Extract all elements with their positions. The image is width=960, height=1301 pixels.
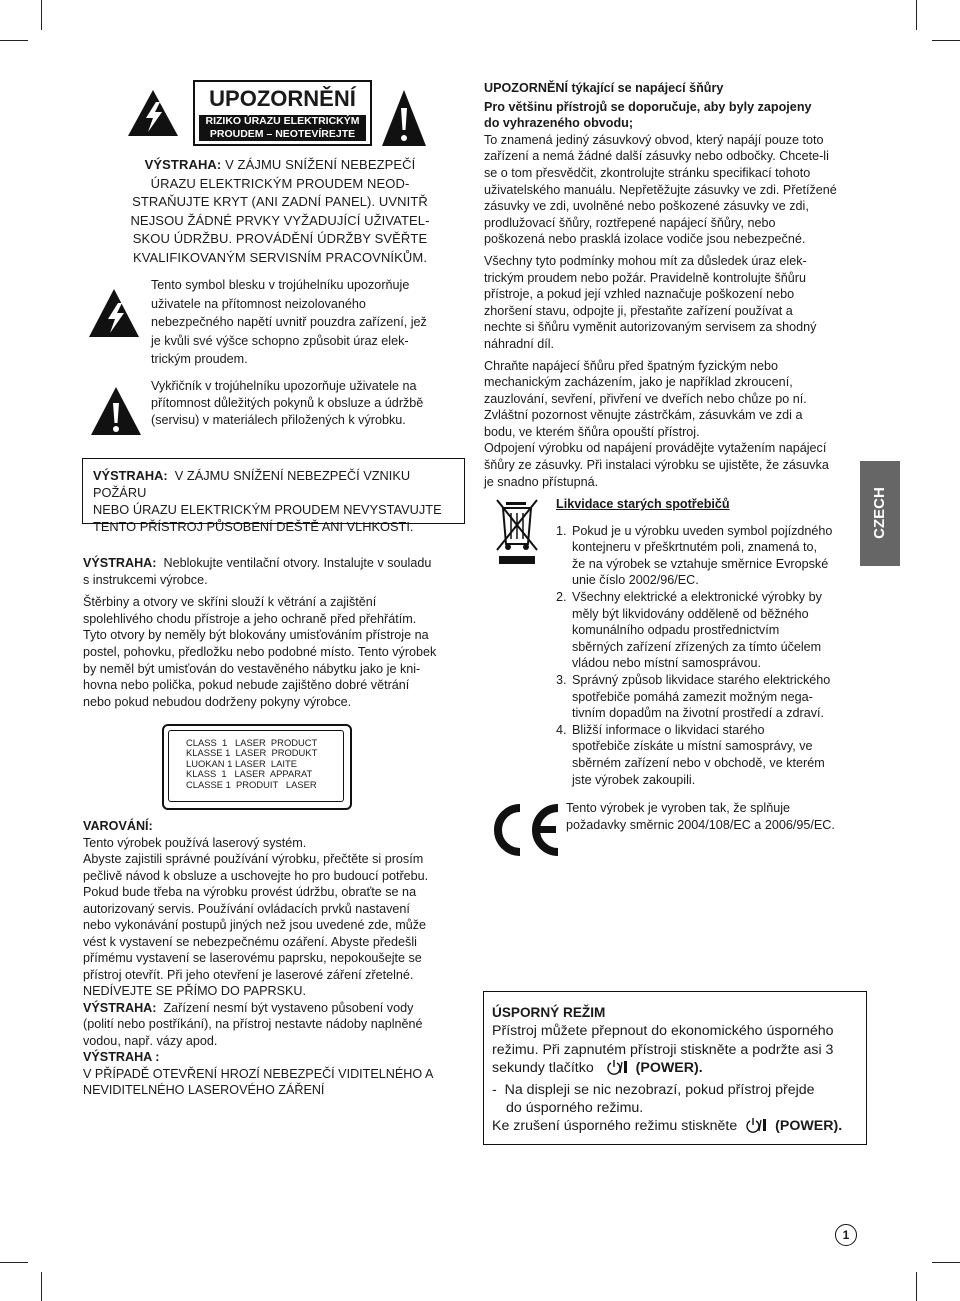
laser-label-line: CLASS 1 LASER PRODUCT bbox=[186, 737, 318, 748]
power-cord-line: trickým proudem nebo požár. Pravidelně kontrolujte šňůru bbox=[484, 270, 807, 285]
disposal-item-line: Pokud je u výrobku uveden symbol pojízdného bbox=[572, 523, 833, 538]
crossed-bin-icon bbox=[494, 496, 540, 566]
ce-line: Tento výrobek je vyroben tak, že splňuje bbox=[566, 801, 791, 815]
shock-warning-line: NEJSOU ŽÁDNÉ PRVKY VYŽADUJÍCÍ UŽIVATEL- bbox=[130, 212, 430, 228]
water-warning-line: (polití nebo postříkání), na přístroj nestavte nádoby naplněné bbox=[83, 1017, 423, 1031]
power-cord-line: poškozená nebo prasklá izolace vodiče jsou nebezpečné. bbox=[484, 232, 806, 247]
water-warning-line: Zařízení nesmí být vystaveno působení vody bbox=[163, 1000, 414, 1015]
lightning-line: trickým proudem. bbox=[151, 352, 248, 366]
eco-mode-line: Přístroj můžete přepnout do ekonomického úsporného bbox=[492, 1023, 834, 1040]
laser-body-line: autorizovaný servis. Používání ovládacích prvků nastavení bbox=[83, 901, 410, 916]
laser-body-line: přístroj otevřít. Při jeho otevření je laserové záření zřetelné. bbox=[83, 967, 414, 982]
eco-mode-line: Ke zrušení úsporného režimu stiskněte bbox=[492, 1118, 738, 1135]
disposal-item-line: sběrných zařízení zřízených za tímto účelem bbox=[572, 639, 822, 654]
laser-label-line: CLASSE 1 PRODUIT LASER bbox=[186, 778, 317, 790]
disposal-item-line: Správný způsob likvidace starého elektrického bbox=[572, 672, 831, 687]
power-button-label: (POWER). bbox=[635, 1060, 703, 1077]
water-warning-label: VÝSTRAHA: bbox=[83, 1000, 157, 1015]
power-button-label: (POWER). bbox=[775, 1118, 843, 1135]
power-cord-line: zhoršení stavu, odpojte ji, přestaňte zařízení používat a bbox=[484, 303, 793, 318]
power-cord-heading: UPOZORNĚNÍ týkající se napájecí šňůry bbox=[484, 81, 724, 95]
crop-mark bbox=[41, 0, 42, 30]
ventilation-body-line: Tyto otvory by neměly být blokovány umisťováním přístroje na bbox=[83, 628, 429, 643]
fire-warning-box bbox=[82, 458, 465, 534]
power-cord-line: Zvláštní pozornost věnujte zástrčkám, zásuvkám ve zdi a bbox=[484, 408, 803, 423]
crop-mark bbox=[932, 1262, 960, 1263]
shock-warning-line: STRAŇUJTE KRYT (ANI ZADNÍ PANEL). UVNITŘ bbox=[132, 194, 428, 209]
laser-class-label bbox=[162, 724, 352, 810]
disposal-item-line: spotřebiče získáte u místní samosprávy, ve bbox=[572, 739, 813, 754]
laser-body-line: přímému vystavení se laserovému paprsku, nepokoušejte se bbox=[83, 951, 422, 965]
final-warning-line: NEVIDITELNÉHO LASEROVÉHO ZÁŘENÍ bbox=[83, 1083, 325, 1097]
final-warning-label: VÝSTRAHA : bbox=[83, 1050, 160, 1064]
ventilation-line: Neblokujte ventilační otvory. Instalujte v souladu bbox=[163, 556, 432, 570]
ventilation-label: VÝSTRAHA: bbox=[83, 556, 157, 570]
disposal-item bbox=[556, 589, 866, 672]
lightning-line: Tento symbol blesku v trojúhelníku upozorňuje bbox=[151, 278, 410, 292]
disposal-item-line: unie číslo 2002/96/EC. bbox=[572, 573, 699, 588]
power-cord-line: prodlužovací šňůry, roztřepené napájecí šňůry, nebo bbox=[484, 215, 776, 230]
eco-mode-heading: ÚSPORNÝ REŽIM bbox=[492, 1005, 606, 1020]
power-cord-line: přístroje, a pokud její vzhled naznačuje poškození nebo bbox=[484, 287, 795, 302]
ventilation-body-line: by neměl být umisťován do vestavěného nábytku jako je kni- bbox=[83, 661, 421, 676]
disposal-item-line: že na výrobek se vztahuje směrnice Evropské bbox=[572, 556, 829, 571]
ce-line: požadavky směrnic 2004/108/EC a 2006/95/EC. bbox=[566, 817, 835, 832]
laser-body-line: Abyste zajistili správné používání výrobku, přečtěte si prosím bbox=[83, 852, 424, 866]
disposal-heading: Likvidace starých spotřebičů bbox=[556, 497, 730, 511]
power-cord-bold-line: Pro většinu přístrojů se doporučuje, aby byly zapojeny bbox=[484, 99, 812, 114]
shock-warning bbox=[110, 156, 450, 267]
eco-mode-line: sekundy tlačítko bbox=[492, 1060, 594, 1077]
eco-mode-line: do úsporného režimu. bbox=[506, 1100, 644, 1117]
ventilation-section bbox=[83, 555, 463, 710]
disposal-item-line: komunálního odpadu prostřednictvím bbox=[572, 623, 780, 638]
ventilation-body-line: postel, pohovku, předložku nebo podobné místo. Tento výrobek bbox=[83, 644, 437, 659]
water-warning-line: vodou, např. vázy apod. bbox=[83, 1033, 218, 1048]
caution-title: UPOZORNĚNÍ bbox=[209, 86, 356, 111]
crop-mark bbox=[41, 1272, 42, 1301]
power-cord-line: Chraňte napájecí šňůru před špatným fyzickým nebo bbox=[484, 358, 779, 373]
power-cord-line: mechanickým zacházením, jako je například zkroucení, bbox=[484, 375, 793, 390]
caution-subtitle-bar bbox=[199, 115, 366, 141]
caution-lightning-icon bbox=[126, 88, 180, 138]
ce-mark-icon bbox=[486, 800, 562, 860]
power-cord-line: se o tom přesvědčit, zkontrolujte stránku specifikací tohoto bbox=[484, 165, 811, 180]
power-cord-line: náhradní díl. bbox=[484, 336, 555, 351]
laser-body-line: pečlivě návod k obsluze a uschovejte ho pro budoucí potřebu. bbox=[83, 868, 429, 883]
ventilation-body-line: spolehlivého chodu přístroje a jeho ochraně před přehřátím. bbox=[83, 611, 417, 626]
power-cord-line: Všechny tyto podmínky mohou mít za důsledek úraz elek- bbox=[484, 253, 807, 268]
exclamation-line: (servisu) v materiálech přiložených k výrobku. bbox=[151, 413, 406, 427]
disposal-item-number: 3. bbox=[556, 672, 567, 687]
disposal-item-number: 2. bbox=[556, 589, 567, 604]
lightning-line: uživatele na přítomnost neizolovaného bbox=[151, 296, 366, 311]
disposal-item-line: sběrném zařízení nebo v obchodě, ve kterém bbox=[572, 755, 825, 770]
power-icon bbox=[745, 1117, 769, 1138]
fire-warning-label: VÝSTRAHA: bbox=[93, 468, 168, 483]
power-icon bbox=[606, 1059, 630, 1080]
laser-heading: VAROVÁNÍ: bbox=[83, 819, 153, 833]
crop-mark bbox=[916, 1272, 917, 1301]
lightning-description bbox=[151, 276, 451, 369]
disposal-item-number: 1. bbox=[556, 523, 567, 538]
disposal-item-line: tivním dopadům na životní prostředí a zdraví. bbox=[572, 706, 824, 721]
page-number-text: 1 bbox=[842, 1228, 850, 1242]
power-cord-line: zásuvky ve zdi, uvolněné nebo poškozené zásuvky ve zdi, bbox=[484, 199, 809, 214]
lightning-line: je kvůli své výšce schopno způsobit úraz elek- bbox=[151, 333, 409, 348]
disposal-item-line: kontejneru v přeškrtnutém poli, znamená to, bbox=[572, 540, 818, 555]
disposal-item-line: Bližší informace o likvidaci starého bbox=[572, 722, 765, 737]
exclamation-triangle-icon bbox=[89, 385, 143, 437]
fire-warning-line: NEBO ÚRAZU ELEKTRICKÝM PROUDEM NEVYSTAVUJTE bbox=[93, 502, 442, 517]
ce-text bbox=[566, 800, 866, 833]
eco-mode-line: režimu. Při zapnutém přístroji stiskněte a podržte asi 3 bbox=[492, 1041, 834, 1058]
disposal-item-line: Všechny elektrické a elektronické výrobky by bbox=[572, 589, 822, 604]
crop-mark bbox=[932, 40, 960, 41]
power-cord-line: bodu, ve kterém šňůra opouští přístroj. bbox=[484, 424, 700, 439]
power-cord-line: To znamená jediný zásuvkový obvod, který napájí pouze toto bbox=[484, 132, 824, 147]
caution-box bbox=[193, 80, 372, 146]
lightning-triangle-icon bbox=[87, 287, 141, 339]
laser-section bbox=[83, 818, 468, 1099]
exclamation-line: přítomnost důležitých pokynů k obsluze a údržbě bbox=[151, 396, 424, 410]
power-cord-line: Odpojení výrobku od napájení provádějte vytažením napájecí bbox=[484, 441, 827, 456]
disposal-item bbox=[556, 722, 866, 788]
eco-mode-box bbox=[483, 991, 867, 1145]
language-side-tab bbox=[860, 461, 900, 566]
exclamation-line: Vykřičník v trojúhelníku upozorňuje uživatele na bbox=[151, 379, 417, 393]
disposal-item-line: jste výrobek zakoupili. bbox=[572, 772, 696, 787]
crop-mark bbox=[0, 40, 28, 41]
disposal-item-line: měly být likvidovány odděleně od běžného bbox=[572, 606, 809, 621]
disposal-item bbox=[556, 672, 866, 722]
final-warning-line: V PŘÍPADĚ OTEVŘENÍ HROZÍ NEBEZPEČÍ VIDITELNÉHO A bbox=[83, 1066, 434, 1081]
power-cord-section bbox=[484, 80, 869, 490]
language-side-tab-label: CZECH bbox=[871, 487, 888, 539]
laser-body-line: NEDÍVEJTE SE PŘÍMO DO PAPRSKU. bbox=[83, 984, 306, 998]
laser-body-line: Pokud bude třeba na výrobku provést údržbu, obraťte se na bbox=[83, 885, 417, 899]
power-cord-line: uživatelského manuálu. Nepřetěžujte zásuvky ve zdi. Přetížené bbox=[484, 182, 837, 197]
caution-exclamation-icon bbox=[380, 88, 428, 148]
shock-warning-line: ÚRAZU ELEKTRICKÝM PROUDEM NEOD- bbox=[150, 175, 410, 191]
laser-label-line: KLASSE 1 LASER PRODUKT bbox=[186, 747, 318, 759]
laser-body-line: vést k vystavení se nebezpečnému ozáření. Abyste předešli bbox=[83, 934, 417, 949]
crop-mark bbox=[0, 1262, 28, 1263]
power-cord-bold-line: do vyhrazeného obvodu; bbox=[484, 116, 634, 131]
shock-warning-line: V ZÁJMU SNÍŽENÍ NEBEZPEČÍ bbox=[225, 157, 416, 172]
caution-subtitle-line2: PROUDEM – NEOTEVÍREJTE bbox=[209, 127, 356, 140]
power-cord-line: zařízení a nemá žádné další zásuvky nebo odbočky. Chcete-li bbox=[484, 149, 829, 164]
shock-warning-label: VÝSTRAHA: bbox=[144, 157, 222, 172]
ventilation-body-line: Štěrbiny a otvory ve skříni slouží k větrání a zajištění bbox=[83, 595, 377, 610]
crop-mark bbox=[916, 0, 917, 30]
disposal-item-line: spotřebiče pomáhá zamezit možným nega- bbox=[572, 689, 813, 704]
disposal-item-line: vládou nebo místní samosprávou. bbox=[572, 656, 762, 671]
laser-label-line: LUOKAN 1 LASER LAITE bbox=[186, 757, 297, 769]
disposal-item bbox=[556, 523, 866, 589]
shock-warning-line: KVALIFIKOVANÝM SERVISNÍM PRACOVNÍKŮM. bbox=[132, 249, 428, 265]
fire-warning-line: V ZÁJMU SNÍŽENÍ NEBEZPEČÍ VZNIKU POŽÁRU bbox=[93, 468, 411, 500]
page-number bbox=[835, 1224, 857, 1246]
eco-mode-line: - Na displeji se nic nezobrazí, pokud přístroj přejde bbox=[492, 1081, 815, 1098]
disposal-item-number: 4. bbox=[556, 722, 567, 737]
laser-body-line: nebo vykonávání postupů jiných než jsou uvedené zde, může bbox=[83, 918, 427, 932]
power-cord-line: šňůry ze zásuvky. Při instalaci výrobku se ujistěte, že zásuvka bbox=[484, 458, 829, 473]
exclamation-description bbox=[151, 378, 451, 429]
power-cord-line: nechte si šňůru vyměnit autorizovaným servisem za shodný bbox=[484, 320, 817, 335]
laser-body-line: Tento výrobek používá laserový systém. bbox=[83, 835, 307, 850]
shock-warning-line: SKOU ÚDRŽBU. PROVÁDĚNÍ ÚDRŽBY SVĚŘTE bbox=[132, 231, 428, 246]
ventilation-line: s instrukcemi výrobce. bbox=[83, 572, 208, 587]
ventilation-body-line: nebo pokud nebudou dodrženy pokyny výrobce. bbox=[83, 694, 352, 709]
lightning-line: nebezpečného napětí uvnitř pouzdra zařízení, jež bbox=[151, 315, 427, 329]
power-cord-line: je snadno přístupná. bbox=[484, 474, 599, 489]
power-cord-line: zauzlování, sevření, přivření ve dveřích nebo chůze po ní. bbox=[484, 391, 807, 406]
fire-warning-line: TENTO PŘÍSTROJ PŮSOBENÍ DEŠTĚ ANI VLHKOSTI. bbox=[93, 519, 414, 534]
disposal-section bbox=[556, 496, 866, 788]
caution-subtitle-line1: RIZIKO ÚRAZU ELEKTRICKÝM bbox=[205, 115, 360, 127]
laser-label-line: KLASS 1 LASER APPARAT bbox=[186, 768, 313, 780]
ventilation-body-line: hovna nebo polička, pokud nebude zajištěno dobré větrání bbox=[83, 678, 410, 693]
